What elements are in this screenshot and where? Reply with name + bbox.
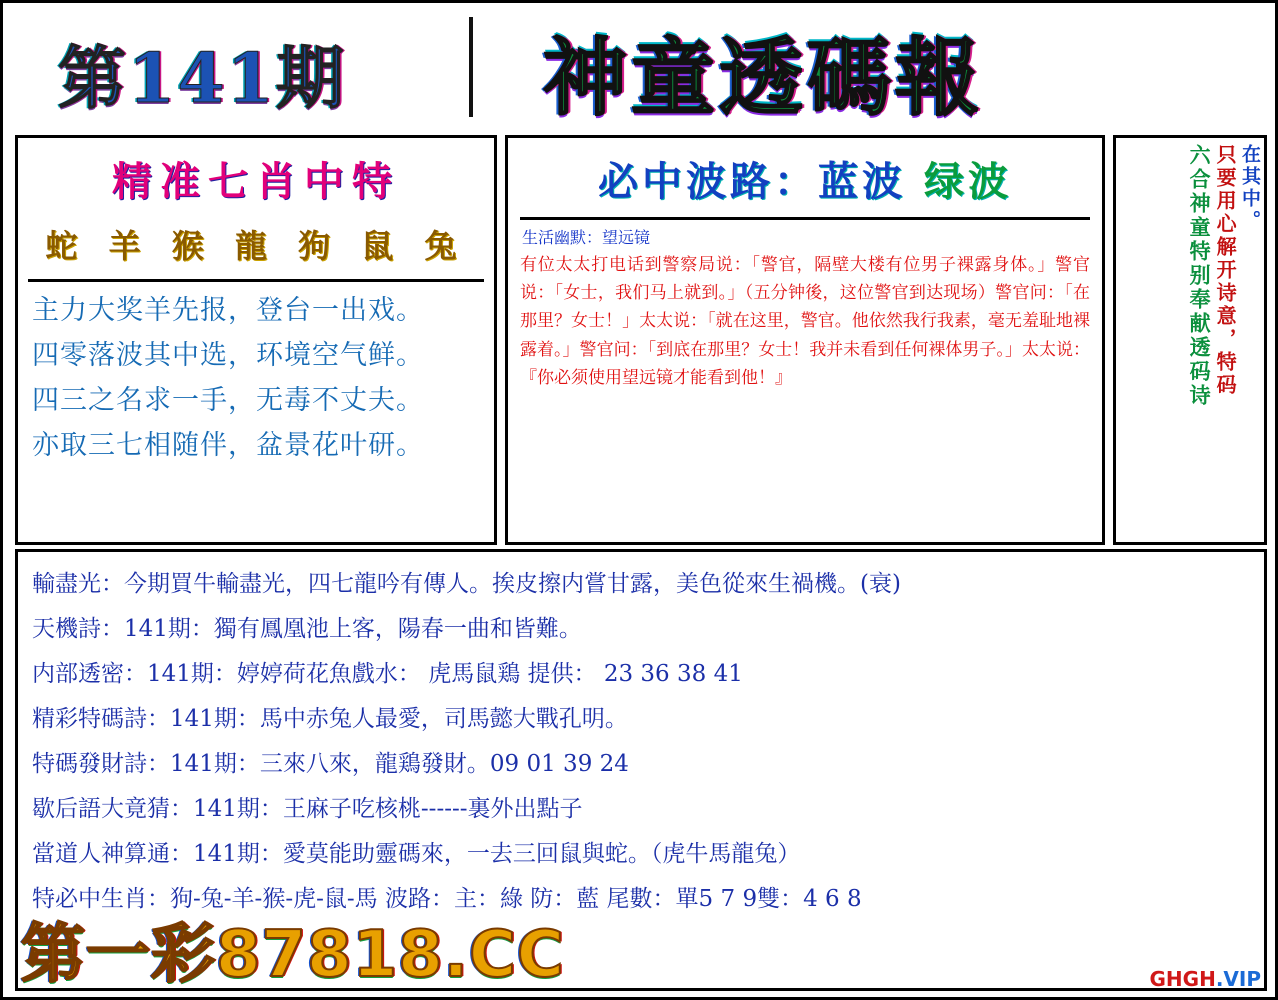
watermark-corner-suffix: .VIP	[1215, 967, 1261, 991]
zodiac-item: 蛇	[45, 227, 88, 265]
forecast-line: 精彩特碼詩：141期：馬中赤兔人最愛，司馬懿大戰孔明。	[32, 706, 628, 732]
vertical-note-box	[1113, 135, 1267, 545]
watermark-corner-prefix: GHGH	[1149, 967, 1216, 991]
poem-line: 四三之名求一手，无毒不丈夫。	[32, 385, 424, 416]
forecast-list-box	[15, 549, 1267, 991]
vertical-note-line: 只要用心解开诗意，特码	[1213, 144, 1238, 397]
poem-line: 亦取三七相随伴，盆景花叶研。	[32, 430, 424, 461]
forecast-line: 特必中生肖：狗-兔-羊-猴-虎-鼠-馬 波路：主：綠 防：藍 尾數：單5 7 9雙：4 6 8	[32, 886, 862, 912]
vertical-note-line: 六合神童特别奉献透码诗	[1187, 144, 1213, 408]
watermark-main: 第一彩87818.CC	[21, 918, 565, 992]
zodiac-item: 兔	[424, 227, 467, 265]
poem-line: 主力大奖羊先报，登台一出戏。	[32, 295, 424, 326]
zodiac-item: 羊	[108, 227, 151, 265]
forecast-line: 輸盡光：今期買牛輸盡光，四七龍吟有傳人。挨皮擦内嘗甘露，美色從來生禍機。(衰)	[32, 571, 901, 597]
issue-number: 第141期	[58, 39, 346, 119]
page-title: 神童透碼報	[543, 28, 984, 127]
seven-zodiac-box	[15, 135, 497, 545]
seven-zodiac-heading: 精准七肖中特	[112, 158, 400, 205]
top-section	[15, 135, 1267, 545]
vertical-note-line: 在其中。	[1239, 144, 1261, 232]
zodiac-item: 猴	[171, 227, 214, 265]
zodiac-list	[18, 221, 494, 267]
wave-path-box	[505, 135, 1105, 545]
zodiac-item: 狗	[298, 227, 341, 265]
wave-path-label: 必中波路：	[598, 158, 819, 205]
forecast-line: 當道人神算通：141期：愛莫能助靈碼來，一去三回鼠與蛇。（虎牛馬龍兔）	[32, 841, 801, 867]
header	[3, 3, 1278, 131]
forecast-line: 天機詩：141期：獨有鳳凰池上客，陽春一曲和皆難。	[32, 616, 582, 642]
zodiac-item: 龍	[234, 227, 277, 265]
wave-path-heading	[508, 150, 1102, 207]
wave-green: 绿波	[923, 158, 1012, 205]
humor-body: 有位太太打电话到警察局说：「警官，隔壁大楼有位男子裸露身体。」警官说：「女士，我们马上就到。」（五分钟後，这位警官到达现场）警官问：「在那里？女士！」太太说：「就在这里，警官。他依然我行我素，毫无羞耻地裸露着。」警官问：「到底在那里？女士！我并未看到任何裸体男子。」太太说：『你必须使用望远镜才能看到他！』	[520, 255, 1090, 388]
humor-subtitle: 生活幽默：望远镜	[522, 228, 651, 247]
wave-blue: 蓝波	[818, 158, 907, 205]
poem-line: 四零落波其中选，环境空气鲜。	[32, 340, 424, 371]
forecast-line: 歇后語大竟猜：141期：王麻子吃核桃------裏外出點子	[32, 796, 583, 822]
forecast-line: 内部透密：141期：婷婷荷花魚戲水： 虎馬鼠鶏 提供： 23 36 38 41	[32, 661, 743, 687]
header-divider	[469, 17, 473, 117]
zodiac-item: 鼠	[361, 227, 404, 265]
forecast-line: 特碼發財詩：141期：三來八來，龍鶏發財。09 01 39 24	[32, 751, 629, 777]
